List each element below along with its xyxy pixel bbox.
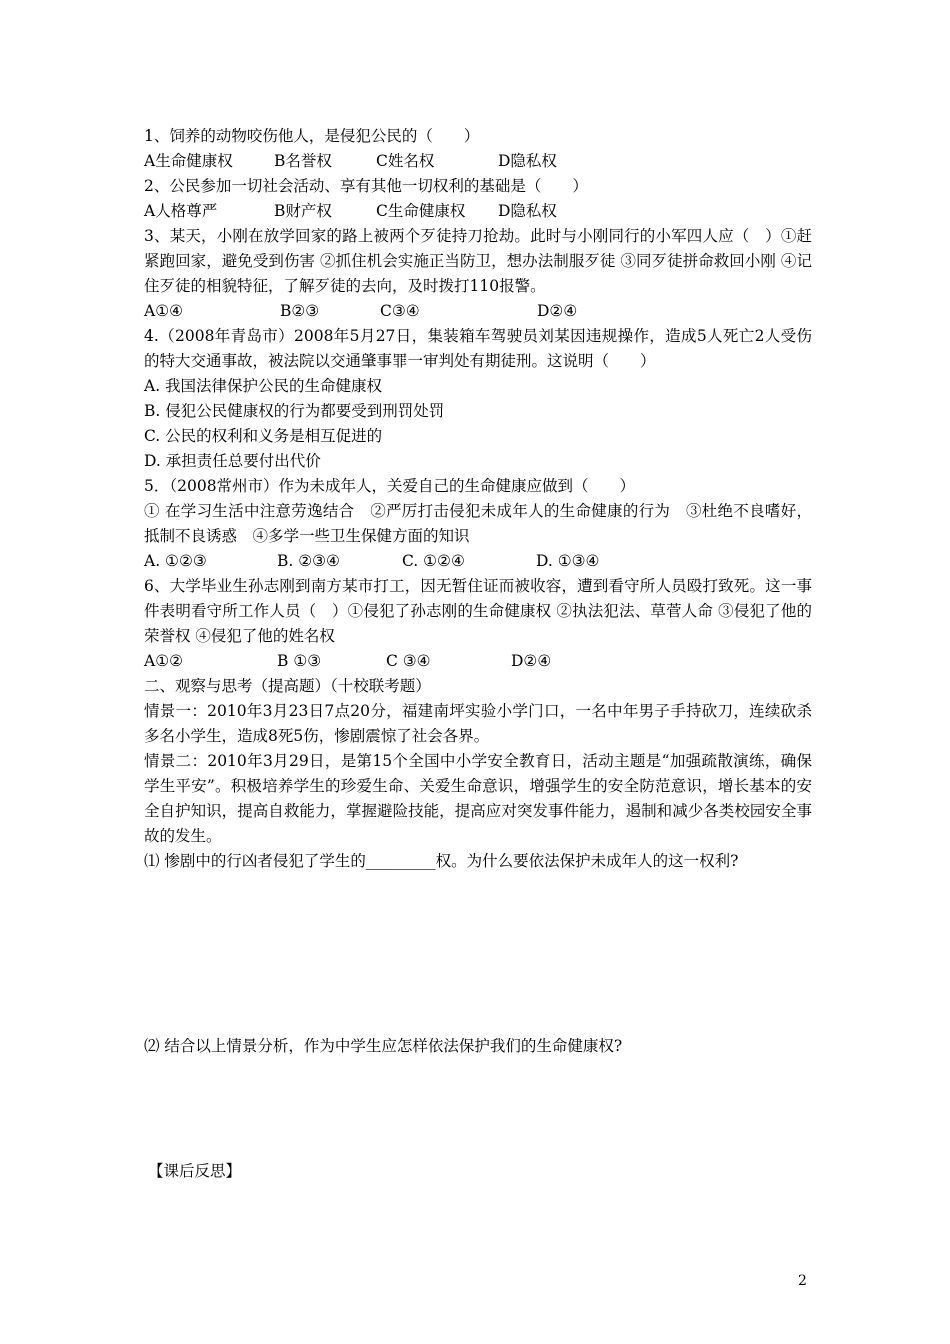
- option-b: B. 侵犯公民健康权的行为都要受到刑罚处罚: [144, 402, 445, 420]
- option-a: A. ①②③: [144, 552, 207, 570]
- option-a: A①②: [144, 652, 183, 670]
- option-c: C③④: [380, 302, 420, 320]
- section-2-question-2: ⑵ 结合以上情景分析，作为中学生应怎样依法保护我们的生命健康权?: [144, 1037, 623, 1055]
- option-b: B财产权: [274, 202, 332, 220]
- question-5-stem: 5．（2008常州市）作为未成年人，关爱自己的生命健康应做到（ ）: [144, 477, 636, 495]
- scene-1: 情景一：2010年3月23日7点20分，福建南坪实验小学门口，一名中年男子手持砍刀，连续砍杀多名小学生，造成8死5伤，惨剧震惊了社会各界。: [144, 702, 812, 745]
- question-6-options: [144, 649, 812, 674]
- option-d: D隐私权: [498, 202, 557, 220]
- question-4-stem: 4.（2008年青岛市）2008年5月27日，集装箱车驾驶员刘某因违规操作，造成5人死亡2人受伤的特大交通事故，被法院以交通肇事罪一审判处有期徒刑。这说明（ ）: [144, 327, 812, 370]
- option-c: C生命健康权: [376, 202, 466, 220]
- option-d: D②④: [511, 652, 552, 670]
- answer-space-1: [144, 874, 812, 1034]
- question-1-options: [144, 149, 812, 174]
- question-3-stem: 3、某天，小刚在放学回家的路上被两个歹徒持刀抢劫。此时与小刚同行的小军四人应（ ）①赶紧跑回家，避免受到伤害 ②抓住机会实施正当防卫，想办法制服歹徒 ③同歹徒拼命救回小刚 ④记住歹徒的相貌特征，了解歹徒的去向，及时拨打110报警。: [144, 227, 812, 295]
- option-b: B②③: [280, 302, 320, 320]
- question-5-items: ① 在学习生活中注意劳逸结合 ②严厉打击侵犯未成年人的生命健康的行为 ③杜绝不良嗜好，抵制不良诱惑 ④多学一些卫生保健方面的知识: [144, 502, 812, 545]
- reflection-heading: 【课后反思】: [148, 1162, 242, 1180]
- section-2-question-1: ⑴ 惨剧中的行凶者侵犯了学生的_________权。为什么要依法保护未成年人的这一权利?: [144, 852, 739, 870]
- option-c: C ③④: [386, 652, 431, 670]
- option-d: D. 承担责任总要付出代价: [144, 452, 321, 470]
- option-b: B. ②③④: [277, 552, 340, 570]
- question-5-options: [144, 549, 812, 574]
- document-page: [144, 124, 812, 1184]
- question-6-stem: 6、大学毕业生孙志刚到南方某市打工，因无暂住证而被收容，遭到看守所人员殴打致死。这一事件表明看守所工作人员（ ）①侵犯了孙志刚的生命健康权 ②执法犯法、草菅人命 ③侵犯了他的荣誉权 ④侵犯了他的姓名权: [144, 577, 812, 645]
- option-b: B名誉权: [274, 152, 332, 170]
- question-2-options: [144, 199, 812, 224]
- section-2-heading: 二、观察与思考（提高题）（十校联考题）: [144, 677, 431, 695]
- answer-space-2: [144, 1059, 812, 1159]
- question-2-stem: 2、公民参加一切社会活动、享有其他一切权利的基础是（ ）: [144, 177, 588, 195]
- option-a: A生命健康权: [144, 152, 233, 170]
- option-c: C姓名权: [376, 152, 435, 170]
- option-c: C. 公民的权利和义务是相互促进的: [144, 427, 383, 445]
- option-d: D隐私权: [498, 152, 557, 170]
- option-a: A①④: [144, 302, 183, 320]
- option-a: A人格尊严: [144, 202, 218, 220]
- page-number: 2: [798, 1273, 807, 1289]
- option-b: B ①③: [277, 652, 322, 670]
- option-c: C. ①②④: [402, 552, 465, 570]
- option-d: D. ①③④: [536, 552, 600, 570]
- question-1-stem: 1、饲养的动物咬伤他人，是侵犯公民的（ ）: [144, 127, 480, 145]
- option-d: D②④: [537, 302, 578, 320]
- question-3-options: [144, 299, 812, 324]
- option-a: A. 我国法律保护公民的生命健康权: [144, 377, 383, 395]
- scene-2: 情景二：2010年3月29日，是第15个全国中小学安全教育日，活动主题是“加强疏散演练，确保学生平安”。积极培养学生的珍爱生命、关爱生命意识，增强学生的安全防范意识，增长基本的安全自护知识，提高自救能力，掌握避险技能，提高应对突发事件能力，遏制和减少各类校园安全事故的发生。: [144, 752, 812, 845]
